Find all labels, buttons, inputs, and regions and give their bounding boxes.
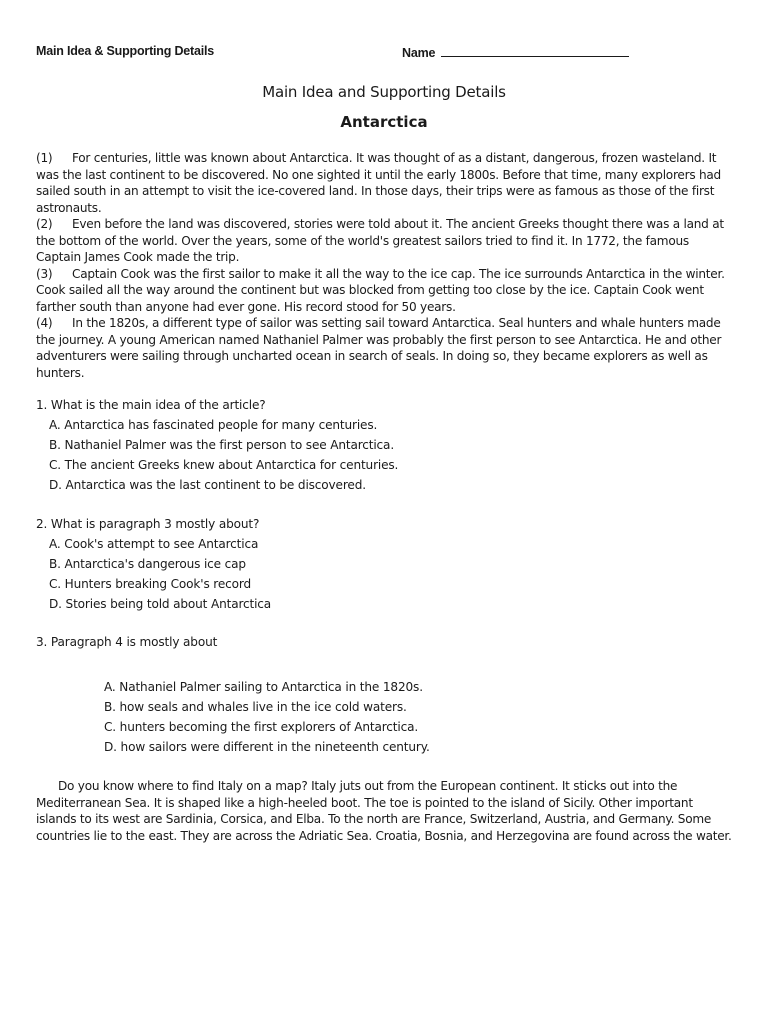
italy-paragraph: Do you know where to find Italy on a map? Italy juts out from the European continent. It sticks out into the Mediterranean Sea. It is shaped like a high-heeled boot. The toe is pointed to the island of Sicily. Other important islands to its west are Sardinia, Corsica, and Elba. To the north are France, Switzerland, Austria, and Germany. Some countries lie to the east. They are across the Adriatic Sea. Croatia, Bosnia, and Herzegovina are found across the water. <box>36 779 732 843</box>
question-text: 3. Paragraph 4 is mostly about <box>36 635 218 649</box>
article-body <box>36 150 734 381</box>
answer-option: D. Antarctica was the last continent to be discovered. <box>49 478 366 492</box>
name-blank-line <box>441 44 629 57</box>
paragraph-text: Captain Cook was the first sailor to make it all the way to the ice cap. The ice surrounds Antarctica in the winter. Cook sailed all the way around the continent but was blocked from getting too close by the ice. Captain Cook went farther south than anyone had ever gone. His record stood for 50 years. <box>36 266 725 314</box>
question-3 <box>36 632 736 652</box>
answer-option: C. Hunters breaking Cook's record <box>49 577 252 591</box>
answer-option: B. Nathaniel Palmer was the first person to see Antarctica. <box>49 438 395 452</box>
answer-option: B. how seals and whales live in the ice cold waters. <box>104 700 407 714</box>
article-paragraph <box>36 150 734 216</box>
name-label: Name <box>402 46 436 60</box>
question-1 <box>36 395 736 495</box>
paragraph-number: (2) <box>36 217 53 231</box>
answer-option: A. Antarctica has fascinated people for many centuries. <box>49 418 378 432</box>
answer-option: A. Cook's attempt to see Antarctica <box>49 537 259 551</box>
italy-passage <box>36 778 736 844</box>
answer-option: A. Nathaniel Palmer sailing to Antarctica in the 1820s. <box>104 680 423 694</box>
question-2 <box>36 514 736 614</box>
paragraph-text: In the 1820s, a different type of sailor was setting sail toward Antarctica. Seal hunters and whale hunters made the journey. A young American named Nathaniel Palmer was probably the first person to see Antarctica. He and other adventurers were sailing through uncharted ocean in search of seals. In doing so, they became explorers as well as hunters. <box>36 316 722 380</box>
paragraph-number: (1) <box>36 151 53 165</box>
question-text: 2. What is paragraph 3 mostly about? <box>36 517 260 531</box>
header-topic: Main Idea & Supporting Details <box>36 44 215 58</box>
answer-option: C. The ancient Greeks knew about Antarctica for centuries. <box>49 458 399 472</box>
answer-option: C. hunters becoming the first explorers of Antarctica. <box>104 720 419 734</box>
paragraph-number: (4) <box>36 316 53 330</box>
question-3-options <box>104 677 704 757</box>
answer-option: D. how sailors were different in the nineteenth century. <box>104 740 430 754</box>
paragraph-text: Even before the land was discovered, stories were told about it. The ancient Greeks thought there was a land at the bottom of the world. Over the years, some of the world's greatest sailors tried to find it. In 1772, the famous Captain James Cook made the trip. <box>36 217 724 264</box>
paragraph-text: For centuries, little was known about Antarctica. It was thought of as a distant, dangerous, frozen wasteland. It was the last continent to be discovered. No one sighted it until the early 1800s. Before that time, many explorers had sailed south in an attempt to visit the ice-covered land. In those days, their trips were as famous as those of the first astronauts. <box>36 151 721 215</box>
paragraph-number: (3) <box>36 266 53 281</box>
question-text: 1. What is the main idea of the article? <box>36 398 266 412</box>
article-title: Antarctica <box>340 113 428 131</box>
page-header <box>36 44 732 62</box>
article-paragraph <box>36 266 734 316</box>
answer-option: B. Antarctica's dangerous ice cap <box>49 557 246 571</box>
name-field <box>402 44 629 60</box>
worksheet-title: Main Idea and Supporting Details <box>262 83 506 101</box>
answer-option: D. Stories being told about Antarctica <box>49 597 272 611</box>
article-paragraph <box>36 216 734 266</box>
article-paragraph <box>36 315 734 381</box>
